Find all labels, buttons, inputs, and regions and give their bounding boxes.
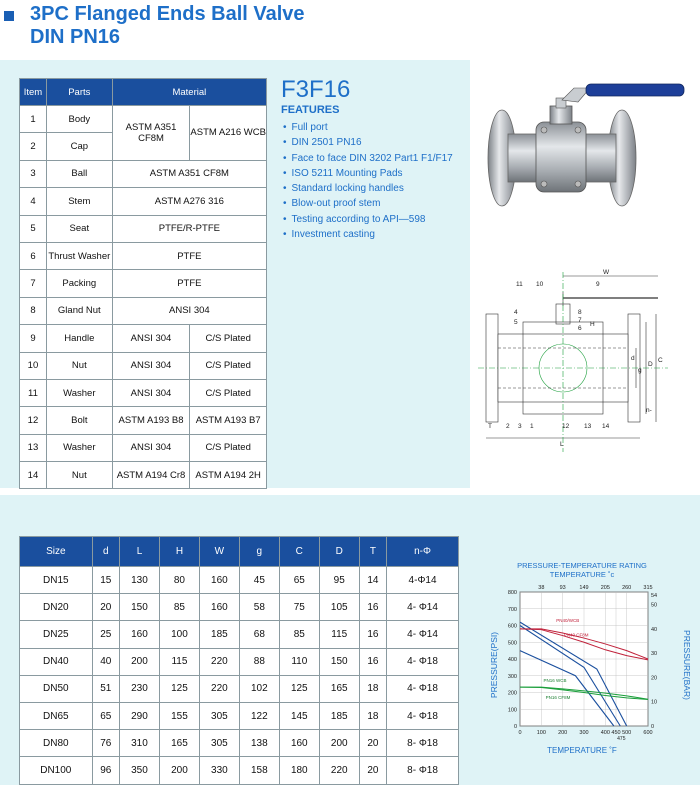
table-cell: 4- Φ18 bbox=[387, 648, 459, 675]
part-name: Cap bbox=[46, 133, 112, 160]
pressure-temperature-chart bbox=[472, 550, 692, 760]
item-number: 5 bbox=[20, 215, 47, 242]
callout: W bbox=[603, 269, 610, 276]
feature-item: • Investment casting bbox=[283, 227, 453, 242]
callout: 5 bbox=[514, 319, 518, 326]
material-cell: C/S Plated bbox=[190, 379, 267, 406]
top-tick-label: 93 bbox=[559, 585, 566, 591]
series-label: PN16 WCB bbox=[543, 678, 567, 684]
table-cell: 165 bbox=[319, 675, 359, 702]
callout: 8 bbox=[578, 309, 582, 316]
material-cell: ASTM A351 CF8M bbox=[112, 160, 266, 187]
table-cell: 45 bbox=[239, 567, 279, 594]
col-l: L bbox=[120, 537, 160, 567]
material-cell: C/S Plated bbox=[190, 352, 267, 379]
item-number: 13 bbox=[20, 434, 47, 461]
table-cell: 110 bbox=[279, 648, 319, 675]
table-cell: 185 bbox=[319, 702, 359, 729]
x-extra-tick-label: 475 bbox=[617, 736, 626, 742]
material-cell: ANSI 304 bbox=[112, 325, 190, 352]
table-cell: 16 bbox=[359, 648, 386, 675]
table-row bbox=[20, 675, 459, 702]
table-cell: 4- Φ14 bbox=[387, 594, 459, 621]
table-cell: 330 bbox=[199, 757, 239, 784]
callout: 3 bbox=[518, 423, 522, 430]
table-row bbox=[20, 379, 267, 406]
y2-tick-label: 20 bbox=[651, 675, 658, 682]
table-cell: 85 bbox=[159, 594, 199, 621]
item-number: 8 bbox=[20, 297, 47, 324]
material-cell: ASTM A194 Cr8 bbox=[112, 462, 190, 489]
table-cell: 115 bbox=[159, 648, 199, 675]
callout: H bbox=[590, 321, 595, 328]
callout: 10 bbox=[536, 281, 544, 288]
table-cell: 100 bbox=[159, 621, 199, 648]
table-cell: DN25 bbox=[20, 621, 93, 648]
x-axis-label: TEMPERATURE ˚F bbox=[547, 746, 617, 755]
part-name: Stem bbox=[46, 188, 112, 215]
table-cell: 88 bbox=[239, 648, 279, 675]
feature-item: • Standard locking handles bbox=[283, 181, 453, 196]
item-number: 7 bbox=[20, 270, 47, 297]
table-cell: 290 bbox=[120, 702, 160, 729]
table-row bbox=[20, 160, 267, 187]
table-cell: 185 bbox=[199, 621, 239, 648]
materials-table bbox=[19, 78, 267, 489]
material-cell: ANSI 304 bbox=[112, 297, 266, 324]
table-cell: 4-Φ14 bbox=[387, 567, 459, 594]
x-tick-label: 0 bbox=[518, 730, 522, 736]
dimensions-header-row bbox=[20, 537, 459, 567]
table-cell: 16 bbox=[359, 621, 386, 648]
col-t: T bbox=[359, 537, 386, 567]
y-tick-label: 700 bbox=[507, 606, 517, 613]
table-cell: 51 bbox=[92, 675, 119, 702]
material-cell: ANSI 304 bbox=[112, 434, 190, 461]
table-cell: 305 bbox=[199, 730, 239, 757]
table-cell: 68 bbox=[239, 621, 279, 648]
feature-item: • ISO 5211 Mounting Pads bbox=[283, 166, 453, 181]
table-cell: 20 bbox=[92, 594, 119, 621]
material-cell: ASTM A276 316 bbox=[112, 188, 266, 215]
table-cell: 160 bbox=[199, 594, 239, 621]
callout: L bbox=[560, 441, 564, 448]
table-cell: 130 bbox=[120, 567, 160, 594]
table-cell: 8- Φ18 bbox=[387, 757, 459, 784]
x-tick-label: 200 bbox=[558, 730, 568, 736]
table-cell: 20 bbox=[359, 730, 386, 757]
material-cell: ASTM A193 B8 bbox=[112, 407, 190, 434]
part-name: Gland Nut bbox=[46, 297, 112, 324]
features-heading: FEATURES bbox=[281, 104, 340, 116]
table-cell: 160 bbox=[199, 567, 239, 594]
table-cell: DN50 bbox=[20, 675, 93, 702]
table-cell: 200 bbox=[120, 648, 160, 675]
table-cell: DN15 bbox=[20, 567, 93, 594]
col-c: C bbox=[279, 537, 319, 567]
table-cell: 138 bbox=[239, 730, 279, 757]
y2-tick-label: 54 bbox=[651, 592, 658, 599]
callout: 14 bbox=[602, 423, 610, 430]
table-row bbox=[20, 242, 267, 269]
col-dd: D bbox=[319, 537, 359, 567]
series-label: PN40 CF8M bbox=[563, 632, 589, 638]
y-tick-label: 200 bbox=[507, 690, 517, 697]
y-tick-label: 0 bbox=[513, 724, 517, 730]
y2-axis-label: PRESSURE(BAR) bbox=[682, 630, 692, 700]
col-material: Material bbox=[112, 79, 266, 106]
part-name: Body bbox=[46, 106, 112, 133]
part-name: Nut bbox=[46, 462, 112, 489]
title-bullet bbox=[4, 11, 14, 21]
table-cell: 4- Φ18 bbox=[387, 675, 459, 702]
material-cell: C/S Plated bbox=[190, 434, 267, 461]
top-tick-label: 38 bbox=[538, 585, 545, 591]
features-list bbox=[283, 120, 453, 242]
x-tick-label: 600 bbox=[643, 730, 653, 736]
y-tick-label: 300 bbox=[507, 673, 517, 680]
page-title bbox=[30, 3, 305, 49]
valve-technical-drawing bbox=[478, 262, 678, 462]
table-cell: 180 bbox=[279, 757, 319, 784]
part-name: Washer bbox=[46, 434, 112, 461]
table-cell: 115 bbox=[319, 621, 359, 648]
table-row bbox=[20, 215, 267, 242]
col-parts: Parts bbox=[46, 79, 112, 106]
col-w: W bbox=[199, 537, 239, 567]
callout: d bbox=[631, 355, 635, 362]
callout: n- bbox=[646, 407, 652, 414]
part-name: Seat bbox=[46, 215, 112, 242]
table-cell: 76 bbox=[92, 730, 119, 757]
x-tick-label: 450 bbox=[611, 730, 621, 736]
table-row bbox=[20, 297, 267, 324]
item-number: 9 bbox=[20, 325, 47, 352]
table-row bbox=[20, 434, 267, 461]
table-cell: 160 bbox=[279, 730, 319, 757]
table-row bbox=[20, 325, 267, 352]
material-cell: PTFE bbox=[112, 242, 266, 269]
table-cell: 200 bbox=[319, 730, 359, 757]
table-cell: 14 bbox=[359, 567, 386, 594]
table-cell: 65 bbox=[279, 567, 319, 594]
y-tick-label: 800 bbox=[507, 590, 517, 596]
table-cell: 18 bbox=[359, 675, 386, 702]
feature-item: • DIN 2501 PN16 bbox=[283, 135, 453, 150]
col-d: d bbox=[92, 537, 119, 567]
col-h: H bbox=[159, 537, 199, 567]
col-size: Size bbox=[20, 537, 93, 567]
top-tick-label: 205 bbox=[600, 585, 610, 591]
y-tick-label: 400 bbox=[507, 657, 517, 663]
material-cell: ANSI 304 bbox=[112, 352, 190, 379]
callout: 12 bbox=[562, 423, 570, 430]
table-cell: 155 bbox=[159, 702, 199, 729]
item-number: 10 bbox=[20, 352, 47, 379]
table-cell: 105 bbox=[319, 594, 359, 621]
col-item: Item bbox=[20, 79, 47, 106]
table-cell: 4- Φ18 bbox=[387, 702, 459, 729]
item-number: 11 bbox=[20, 379, 47, 406]
top-tick-label: 315 bbox=[643, 585, 653, 591]
table-row bbox=[20, 106, 267, 133]
materials-header-row bbox=[20, 79, 267, 106]
material-cell: C/S Plated bbox=[190, 325, 267, 352]
dimensions-body bbox=[20, 567, 459, 785]
table-cell: 102 bbox=[239, 675, 279, 702]
y2-tick-label: 30 bbox=[651, 651, 658, 658]
table-cell: 8- Φ18 bbox=[387, 730, 459, 757]
table-row bbox=[20, 462, 267, 489]
table-row bbox=[20, 594, 459, 621]
table-row bbox=[20, 621, 459, 648]
item-number: 3 bbox=[20, 160, 47, 187]
feature-item: • Blow-out proof stem bbox=[283, 196, 453, 211]
item-number: 12 bbox=[20, 407, 47, 434]
callout: 6 bbox=[578, 325, 582, 332]
top-tick-label: 149 bbox=[579, 585, 589, 591]
table-cell: DN100 bbox=[20, 757, 93, 784]
page-header bbox=[0, 0, 700, 55]
chart-title: PRESSURE-TEMPERATURE RATING bbox=[517, 561, 647, 570]
table-cell: 145 bbox=[279, 702, 319, 729]
table-row bbox=[20, 730, 459, 757]
table-cell: 150 bbox=[319, 648, 359, 675]
table-row bbox=[20, 702, 459, 729]
y2-tick-label: 10 bbox=[651, 699, 658, 706]
y2-tick-label: 0 bbox=[651, 724, 655, 730]
table-cell: 165 bbox=[159, 730, 199, 757]
table-cell: 125 bbox=[159, 675, 199, 702]
table-cell: 95 bbox=[319, 567, 359, 594]
part-name: Nut bbox=[46, 352, 112, 379]
chart-subtitle: TEMPERATURE ˚c bbox=[549, 570, 615, 579]
callout: 4 bbox=[514, 309, 518, 316]
table-cell: 150 bbox=[120, 594, 160, 621]
callout: T bbox=[488, 423, 492, 430]
item-number: 1 bbox=[20, 106, 47, 133]
material-cell: ASTM A194 2H bbox=[190, 462, 267, 489]
material-cell: ASTM A351 CF8M bbox=[112, 106, 190, 161]
table-cell: 305 bbox=[199, 702, 239, 729]
material-cell: ASTM A193 B7 bbox=[190, 407, 267, 434]
table-cell: 75 bbox=[279, 594, 319, 621]
table-row bbox=[20, 188, 267, 215]
table-cell: 16 bbox=[359, 594, 386, 621]
table-row bbox=[20, 407, 267, 434]
table-cell: 230 bbox=[120, 675, 160, 702]
y-tick-label: 100 bbox=[507, 707, 517, 714]
part-name: Bolt bbox=[46, 407, 112, 434]
y2-tick-label: 40 bbox=[651, 626, 658, 633]
y-tick-label: 500 bbox=[507, 640, 517, 647]
table-cell: 4- Φ14 bbox=[387, 621, 459, 648]
table-row bbox=[20, 648, 459, 675]
callout: 11 bbox=[516, 281, 523, 288]
table-cell: 58 bbox=[239, 594, 279, 621]
table-cell: 20 bbox=[359, 757, 386, 784]
title-line-2: DIN PN16 bbox=[30, 26, 121, 48]
col-n: n-Φ bbox=[387, 537, 459, 567]
series-label: PN16 CF8M bbox=[545, 694, 571, 700]
table-cell: 40 bbox=[92, 648, 119, 675]
feature-item: • Testing according to API—598 bbox=[283, 212, 453, 227]
callout: D bbox=[648, 361, 653, 368]
callout: 9 bbox=[596, 281, 600, 288]
item-number: 4 bbox=[20, 188, 47, 215]
y2-tick-label: 50 bbox=[651, 602, 658, 609]
part-name: Handle bbox=[46, 325, 112, 352]
table-cell: 15 bbox=[92, 567, 119, 594]
table-cell: 158 bbox=[239, 757, 279, 784]
y-tick-label: 600 bbox=[507, 623, 517, 630]
table-cell: 310 bbox=[120, 730, 160, 757]
table-cell: DN80 bbox=[20, 730, 93, 757]
table-cell: DN40 bbox=[20, 648, 93, 675]
table-cell: 125 bbox=[279, 675, 319, 702]
table-cell: 220 bbox=[319, 757, 359, 784]
table-cell: DN20 bbox=[20, 594, 93, 621]
table-cell: 80 bbox=[159, 567, 199, 594]
valve-photo bbox=[478, 78, 688, 208]
callout: 7 bbox=[578, 317, 582, 324]
title-line-1: 3PC Flanged Ends Ball Valve bbox=[30, 3, 305, 25]
callout: 13 bbox=[584, 423, 592, 430]
table-cell: 160 bbox=[120, 621, 160, 648]
table-cell: 350 bbox=[120, 757, 160, 784]
table-row bbox=[20, 352, 267, 379]
x-tick-label: 100 bbox=[536, 730, 546, 736]
callout: 2 bbox=[506, 423, 510, 430]
part-name: Washer bbox=[46, 379, 112, 406]
table-cell: 96 bbox=[92, 757, 119, 784]
table-cell: 122 bbox=[239, 702, 279, 729]
part-name: Thrust Washer bbox=[46, 242, 112, 269]
material-cell: PTFE/R-PTFE bbox=[112, 215, 266, 242]
table-cell: 220 bbox=[199, 648, 239, 675]
material-cell: ASTM A216 WCB bbox=[190, 106, 267, 161]
x-tick-label: 400 bbox=[600, 730, 610, 736]
table-cell: 85 bbox=[279, 621, 319, 648]
item-number: 2 bbox=[20, 133, 47, 160]
col-g: g bbox=[239, 537, 279, 567]
callout: C bbox=[658, 357, 663, 364]
model-number: F3F16 bbox=[281, 76, 351, 103]
table-cell: 220 bbox=[199, 675, 239, 702]
table-cell: 65 bbox=[92, 702, 119, 729]
x-tick-label: 300 bbox=[579, 730, 589, 736]
y-axis-label: PRESSURE(PSI) bbox=[489, 631, 499, 699]
callout: g bbox=[638, 367, 642, 374]
series-label: PN40/WCB bbox=[556, 618, 580, 624]
table-row bbox=[20, 270, 267, 297]
table-cell: DN65 bbox=[20, 702, 93, 729]
x-tick-label: 500 bbox=[622, 730, 632, 736]
dimensions-table bbox=[19, 536, 459, 785]
material-cell: ANSI 304 bbox=[112, 379, 190, 406]
table-cell: 25 bbox=[92, 621, 119, 648]
part-name: Ball bbox=[46, 160, 112, 187]
table-row bbox=[20, 757, 459, 784]
feature-item: • Full port bbox=[283, 120, 453, 135]
feature-item: • Face to face DIN 3202 Part1 F1/F17 bbox=[283, 151, 453, 166]
material-cell: PTFE bbox=[112, 270, 266, 297]
table-cell: 18 bbox=[359, 702, 386, 729]
item-number: 14 bbox=[20, 462, 47, 489]
callout: 1 bbox=[530, 423, 534, 430]
item-number: 6 bbox=[20, 242, 47, 269]
top-tick-label: 260 bbox=[622, 585, 632, 591]
part-name: Packing bbox=[46, 270, 112, 297]
table-row bbox=[20, 567, 459, 594]
table-cell: 200 bbox=[159, 757, 199, 784]
